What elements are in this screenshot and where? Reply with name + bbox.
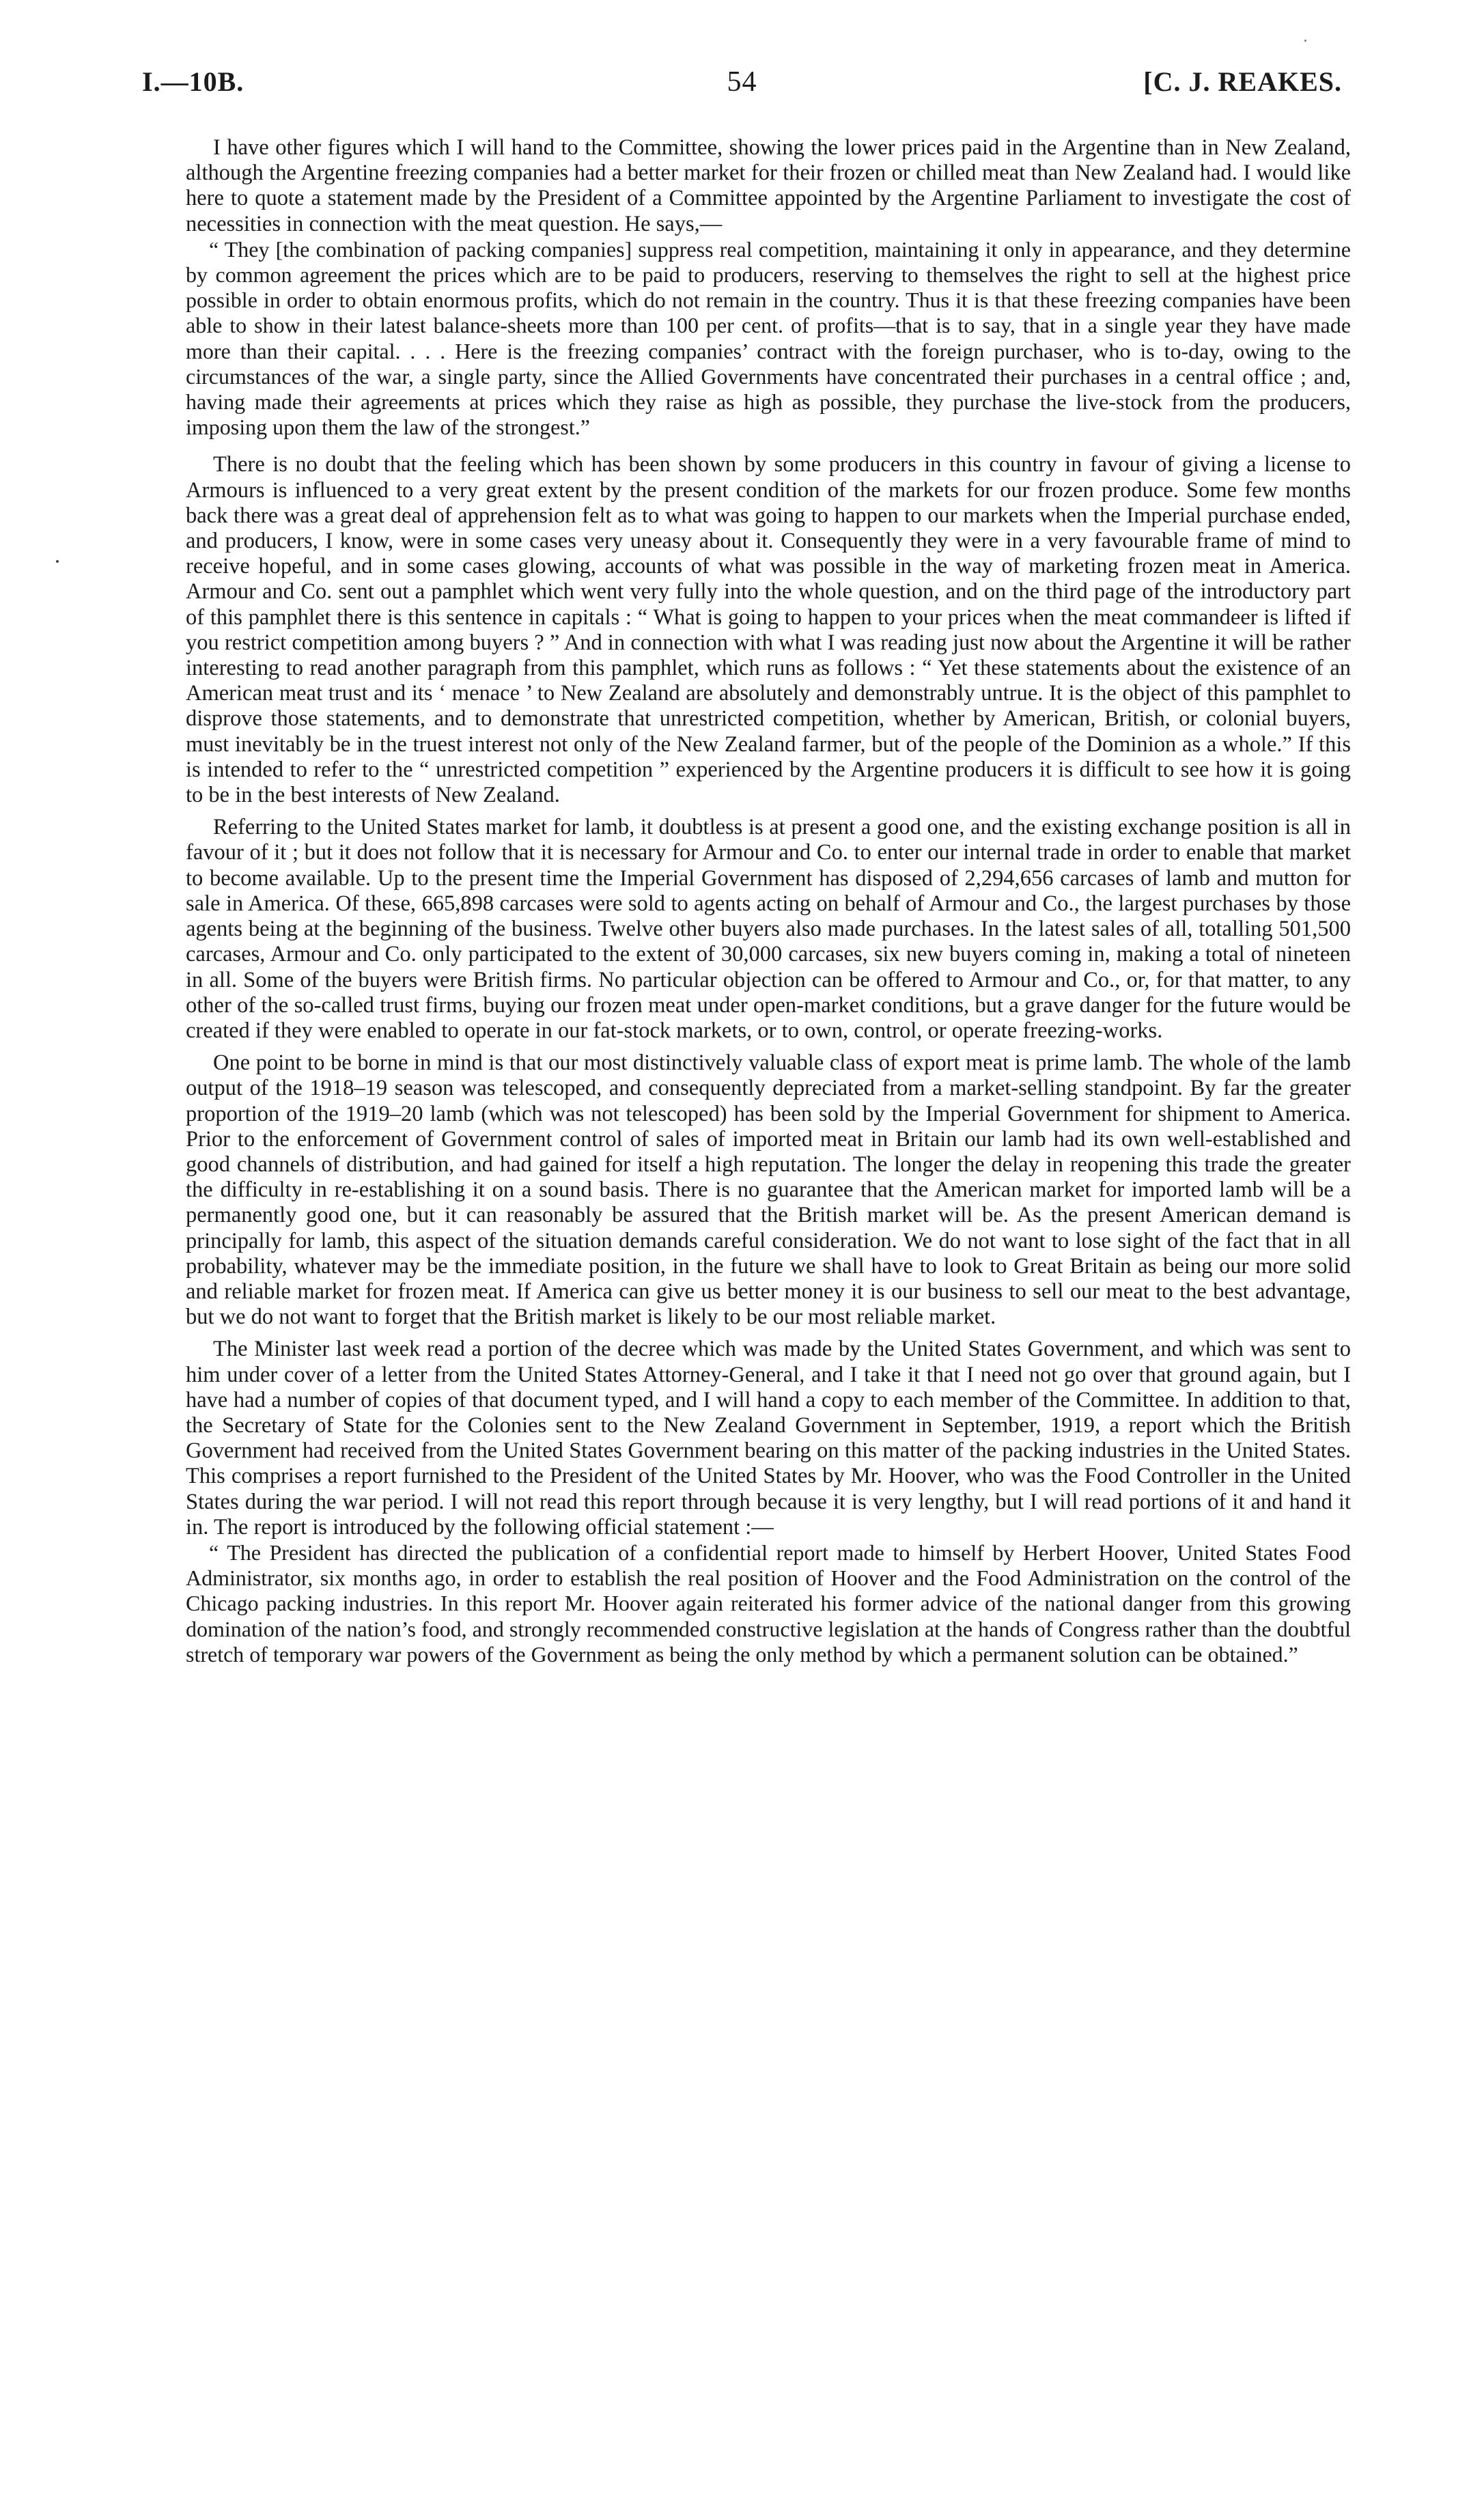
paragraph: I have other figures which I will hand to the Committee, showing the lower prices paid in the Argentine than in New Zealand, although the Argentine freezing companies had a better market for their frozen or chilled meat than New Zealand had. I would like here to quote a statement made by the President of a Committee appointed by the Argentine Parliament to investigate the cost of necessities in connection with the meat question. He says,— bbox=[186, 135, 1351, 236]
page-header bbox=[142, 66, 1342, 107]
body-text bbox=[186, 135, 1351, 1667]
speaker-name: [C. J. REAKES. bbox=[1143, 66, 1342, 97]
margin-mark bbox=[56, 560, 59, 563]
paragraph: There is no doubt that the feeling which has been shown by some producers in this country in favour of giving a license to Armours is influenced to a very great extent by the present condition of the markets for our frozen produce. Some few months back there was a great deal of apprehension felt as to what was going to happen to our markets when the Imperial purchase ended, and producers, I know, were in some cases very uneasy about it. Consequently they were in a very favourable frame of mind to receive hopeful, and in some cases glowing, accounts of what was possible in the way of marketing frozen meat in America. Armour and Co. sent out a pamphlet which went very fully into the whole question, and on the third page of the introductory part of this pamphlet there is this sentence in capitals : “ What is going to happen to your prices when the meat commandeer is lifted if you restrict competition among buyers ? ” And in connection with what I was reading just now about the Argentine it will be rather interesting to read another paragraph from this pamphlet, which runs as follows : “ Yet these statements about the existence of an American meat trust and its ‘ menace ’ to New Zealand are absolutely and demonstrably untrue. It is the object of this pamphlet to disprove those statements, and to demonstrate that unrestricted competition, whether by American, British, or colonial buyers, must inevitably be in the truest interest not only of the New Zealand farmer, but of the people of the Dominion as a whole.” If this is intended to refer to the “ unrestricted competition ” experienced by the Argentine producers it is difficult to see how it is going to be in the best interests of New Zealand. bbox=[186, 452, 1351, 808]
page-number: 54 bbox=[727, 66, 757, 98]
margin-mark bbox=[1304, 40, 1306, 42]
quotation: “ They [the combination of packing companies] suppress real competition, maintaining it only in appearance, and they determine by common agreement the prices which are to be paid to producers, reserving to themselves the right to sell at the highest price possible in order to obtain enormous profits, which do not remain in the country. Thus it is that these freezing companies have been able to show in their latest balance-sheets more than 100 per cent. of profits—that is to say, that in a single year they have made more than their capital. . . . Here is the freezing companies’ contract with the foreign purchaser, who is to-day, owing to the circumstances of the war, a single party, since the Allied Governments have concentrated their purchases in a central office ; and, having made their agreements at prices which they raise as high as possible, they purchase the live-stock from the producers, imposing upon them the law of the strongest.” bbox=[186, 236, 1351, 440]
paragraph: The Minister last week read a portion of the decree which was made by the United States Government, and which was sent to him under cover of a letter from the United States Attorney-General, and I take it that I need not go over that ground again, but I have had a number of copies of that document typed, and I will hand a copy to each member of the Committee. In addition to that, the Secretary of State for the Colonies sent to the New Zealand Government in September, 1919, a report which the British Government had received from the United States Government bearing on this matter of the packing industries in the United States. This comprises a report furnished to the President of the United States by Mr. Hoover, who was the Food Controller in the United States during the war period. I will not read this report through because it is very lengthy, but I will read portions of it and hand it in. The report is introduced by the following official statement :— bbox=[186, 1337, 1351, 1540]
quotation: “ The President has directed the publication of a confidential report made to himself by Herbert Hoover, United States Food Administrator, six months ago, in order to establish the real position of Hoover and the Food Administration on the control of the Chicago packing industries. In this report Mr. Hoover again reiterated his former advice of the national danger from this growing domination of the nation’s food, and strongly recommended constructive legislation at the hands of Congress rather than the doubtful stretch of temporary war powers of the Government as being the only method by which a permanent solution can be obtained.” bbox=[186, 1540, 1351, 1667]
paragraph: Referring to the United States market for lamb, it doubtless is at present a good one, and the existing exchange position is all in favour of it ; but it does not follow that it is necessary for Armour and Co. to enter our internal trade in order to enable that market to become available. Up to the present time the Imperial Government has disposed of 2,294,656 carcases of lamb and mutton for sale in America. Of these, 665,898 carcases were sold to agents acting on behalf of Armour and Co., the largest purchases by those agents being at the beginning of the business. Twelve other buyers also made purchases. In the latest sales of all, totalling 501,500 carcases, Armour and Co. only participated to the extent of 30,000 carcases, six new buyers coming in, making a total of nineteen in all. Some of the buyers were British firms. No particular objection can be offered to Armour and Co., or, for that matter, to any other of the so-called trust firms, buying our frozen meat under open-market conditions, but a grave danger for the future would be created if they were enabled to operate in our fat-stock markets, or to own, control, or operate freezing-works. bbox=[186, 815, 1351, 1043]
paragraph: One point to be borne in mind is that our most distinctively valuable class of export meat is prime lamb. The whole of the lamb output of the 1918–19 season was telescoped, and consequently depreciated from a market-selling standpoint. By far the greater proportion of the 1919–20 lamb (which was not telescoped) has been sold by the Imperial Government for shipment to America. Prior to the enforcement of Government control of sales of imported meat in Britain our lamb had its own well-established and good channels of distribution, and had gained for itself a high reputation. The longer the delay in reopening this trade the greater the difficulty in re-establishing it on a sound basis. There is no guarantee that the American market for imported lamb will be a permanently good one, but it can reasonably be assured that the British market will be. As the present American demand is principally for lamb, this aspect of the situation demands careful consideration. We do not want to lose sight of the fact that in all probability, whatever may be the immediate position, in the future we shall have to look to Great Britain as being our more solid and reliable market for frozen meat. If America can give us better money it is our business to sell our meat to the best advantage, but we do not want to forget that the British market is likely to be our most reliable market. bbox=[186, 1050, 1351, 1330]
document-reference: I.—10B. bbox=[142, 66, 244, 97]
